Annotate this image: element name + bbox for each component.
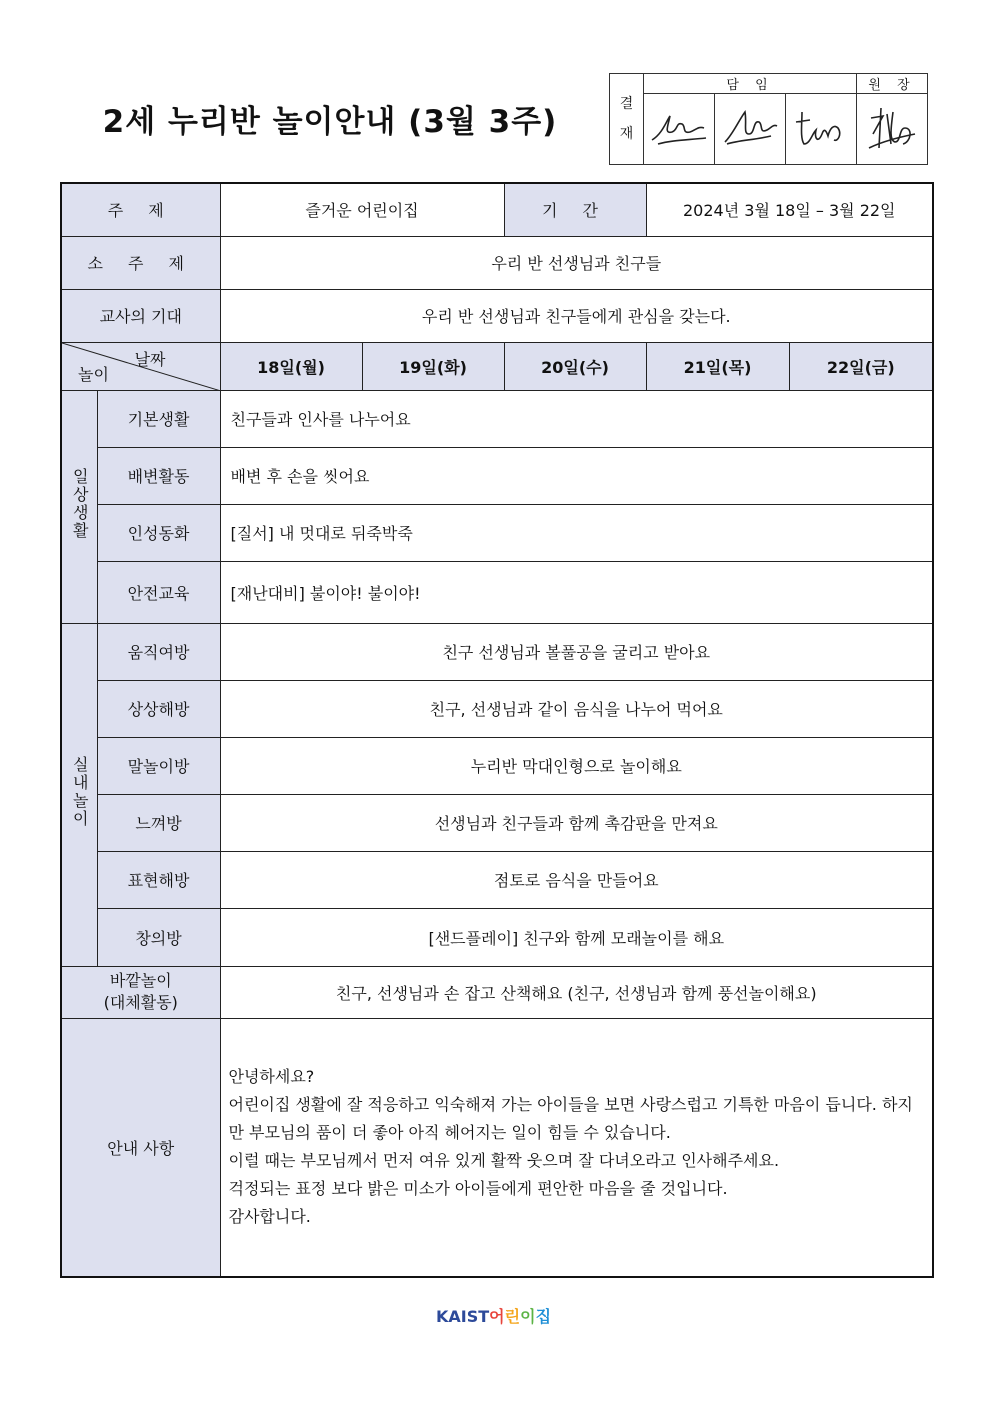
daily-row-content: 친구들과 인사를 나누어요 — [220, 390, 933, 447]
daily-row-name: 배변활동 — [97, 447, 220, 504]
expectation-label: 교사의 기대 — [61, 289, 220, 342]
daily-row-name: 기본생활 — [97, 390, 220, 447]
signature-3 — [786, 94, 857, 165]
outdoor-label: 바깥놀이 (대체활동) — [61, 966, 220, 1018]
expectation-value: 우리 반 선생님과 친구들에게 관심을 갖는다. — [220, 289, 933, 342]
indoor-row-content: 누리반 막대인형으로 놀이해요 — [220, 737, 933, 794]
page-title: 2세 누리반 놀이안내 (3월 3주) — [102, 104, 558, 140]
indoor-row-content: 점토로 음식을 만들어요 — [220, 851, 933, 908]
daily-row-content: [질서] 내 멋대로 뒤죽박죽 — [220, 504, 933, 561]
indoor-row-content: [샌드플레이] 친구와 함께 모래놀이를 해요 — [220, 908, 933, 966]
daily-life-group-label: 일상생활 — [61, 390, 97, 623]
notice-label: 안내 사항 — [61, 1018, 220, 1277]
weekly-plan-table — [60, 182, 934, 1278]
play-label: 놀이 — [78, 364, 109, 384]
director-header: 원 장 — [857, 74, 928, 94]
day-header-wed: 20일(수) — [504, 342, 646, 390]
notice-line: 걱정되는 표정 보다 밝은 미소가 아이들에게 편안한 마음을 줄 것입니다. — [228, 1179, 728, 1199]
daily-row-content: [재난대비] 불이야! 불이야! — [220, 561, 933, 623]
indoor-row-name: 말놀이방 — [97, 737, 220, 794]
kaist-daycare-logo: KAIST어린이집 — [436, 1307, 552, 1326]
indoor-row-content: 친구, 선생님과 같이 음식을 나누어 먹어요 — [220, 680, 933, 737]
indoor-row-name: 상상해방 — [97, 680, 220, 737]
notice-line: 어린이집 생활에 잘 적응하고 익숙해져 가는 아이들을 보면 사랑스럽고 기특한 마음이 듭니다. 하지만 부모님의 품이 더 좋아 아직 헤어지는 일이 힘들 수 있습니다. — [228, 1095, 913, 1143]
indoor-row-content: 친구 선생님과 볼풀공을 굴리고 받아요 — [220, 623, 933, 680]
day-header-tue: 19일(화) — [362, 342, 504, 390]
daily-row-name: 인성동화 — [97, 504, 220, 561]
approval-label — [610, 74, 644, 165]
period-value: 2024년 3월 18일 – 3월 22일 — [646, 183, 933, 236]
notice-line: 안녕하세요? — [228, 1067, 315, 1087]
signature-2 — [715, 94, 786, 165]
indoor-play-group-label: 실내놀이 — [61, 623, 97, 966]
daily-row-content: 배변 후 손을 씻어요 — [220, 447, 933, 504]
notice-line: 감사합니다. — [228, 1207, 311, 1227]
outdoor-content: 친구, 선생님과 손 잡고 산책해요 (친구, 선생님과 함께 풍선놀이해요) — [220, 966, 933, 1018]
indoor-row-content: 선생님과 친구들과 함께 촉감판을 만져요 — [220, 794, 933, 851]
head-teacher-header: 담 임 — [644, 74, 857, 94]
approval-box — [609, 73, 928, 165]
approval-label-bottom: 재 — [619, 126, 634, 142]
subtheme-value: 우리 반 선생님과 친구들 — [220, 236, 933, 289]
day-header-fri: 22일(금) — [789, 342, 933, 390]
indoor-row-name: 창의방 — [97, 908, 220, 966]
indoor-row-name: 움직여방 — [97, 623, 220, 680]
signature-4 — [857, 94, 928, 165]
notice-line: 이럴 때는 부모님께서 먼저 여유 있게 활짝 웃으며 잘 다녀오라고 인사해주세요. — [228, 1151, 780, 1171]
notice-content — [220, 1018, 933, 1277]
subtheme-label: 소 주 제 — [61, 236, 220, 289]
theme-label: 주 제 — [61, 183, 220, 236]
approval-label-top: 결 — [619, 96, 634, 112]
day-header-mon: 18일(월) — [220, 342, 362, 390]
daily-row-name: 안전교육 — [97, 561, 220, 623]
date-play-header — [61, 342, 220, 390]
logo-brand: KAIST — [436, 1307, 490, 1326]
indoor-row-name: 표현해방 — [97, 851, 220, 908]
signature-1 — [644, 94, 715, 165]
period-label: 기 간 — [504, 183, 646, 236]
indoor-row-name: 느껴방 — [97, 794, 220, 851]
date-label: 날짜 — [134, 349, 166, 369]
day-header-thu: 21일(목) — [646, 342, 789, 390]
theme-value: 즐거운 어린이집 — [220, 183, 504, 236]
